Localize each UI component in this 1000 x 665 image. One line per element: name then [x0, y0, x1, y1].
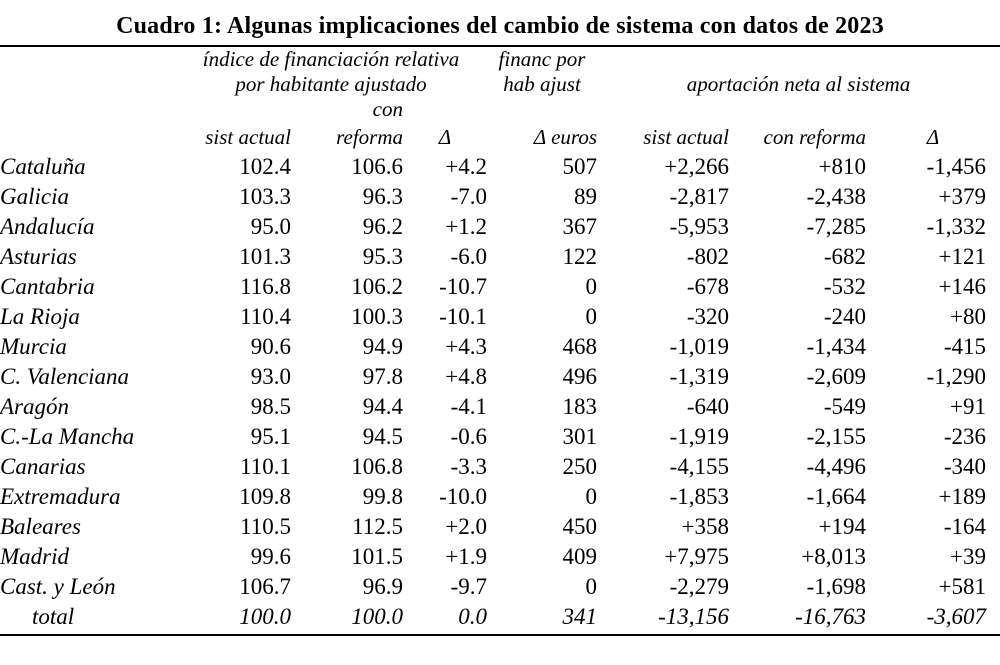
empty-header-cell [729, 97, 866, 122]
table-title: Cuadro 1: Algunas implicaciones del cambio de sistema con datos de 2023 [116, 13, 884, 39]
cell-delta-euros: 89 [574, 184, 597, 209]
cell-index-delta: +2.0 [445, 514, 487, 539]
cell-index-reforma: 106.8 [351, 454, 403, 479]
cell-aportacion-con-reforma: -240 [823, 304, 866, 329]
cell-aportacion-con-reforma: +810 [818, 154, 866, 179]
cell-aportacion-delta: -3,607 [926, 604, 986, 629]
cell-aportacion-delta: +146 [938, 274, 986, 299]
cell-index-reforma: 100.0 [351, 604, 403, 629]
cell-index-delta: +1.2 [445, 214, 487, 239]
cell-aportacion-sist-actual: -2,279 [669, 574, 729, 599]
table-row [0, 152, 1000, 182]
cell-aportacion-sist-actual: +7,975 [664, 544, 729, 569]
cell-index-sist-actual: 110.1 [240, 454, 291, 479]
region-name: Baleares [0, 514, 81, 539]
cell-index-sist-actual: 98.5 [250, 394, 291, 419]
cell-aportacion-sist-actual: -640 [686, 394, 729, 419]
cell-index-reforma: 94.9 [362, 334, 403, 359]
empty-header-cell [0, 122, 175, 152]
table-row [0, 422, 1000, 452]
cell-index-delta: -10.0 [439, 484, 487, 509]
cell-index-delta: +4.3 [445, 334, 487, 359]
cell-aportacion-delta: +91 [950, 394, 986, 419]
group-header-financing-index [175, 47, 487, 97]
cell-aportacion-con-reforma: -532 [823, 274, 866, 299]
group-header-line: financ por [498, 47, 586, 71]
cell-delta-euros: 250 [562, 454, 597, 479]
cell-aportacion-sist-actual: -1,319 [669, 364, 729, 389]
cell-aportacion-delta: +39 [950, 544, 986, 569]
cell-delta-euros: 409 [562, 544, 597, 569]
cell-index-sist-actual: 93.0 [250, 364, 291, 389]
region-name: La Rioja [0, 304, 80, 329]
table-row [0, 542, 1000, 572]
cell-index-delta: -10.7 [439, 274, 487, 299]
region-name: C. Valenciana [0, 364, 130, 389]
cell-index-delta: -4.1 [450, 394, 487, 419]
region-name: Murcia [0, 334, 67, 359]
cell-aportacion-con-reforma: -7,285 [806, 214, 866, 239]
table-header [0, 47, 1000, 152]
cell-delta-euros: 367 [562, 214, 597, 239]
cell-index-reforma: 100.3 [351, 304, 403, 329]
cell-index-sist-actual: 109.8 [239, 484, 291, 509]
cell-delta-euros: 450 [562, 514, 597, 539]
cell-delta-euros: 0 [585, 274, 597, 299]
group-header-row [0, 47, 1000, 97]
cell-index-delta: -3.3 [450, 454, 487, 479]
cell-aportacion-delta: +80 [950, 304, 986, 329]
cell-index-reforma: 106.6 [351, 154, 403, 179]
table-row [0, 302, 1000, 332]
subheader-row [0, 122, 1000, 152]
cell-aportacion-con-reforma: -1,664 [806, 484, 866, 509]
table-row [0, 272, 1000, 302]
cell-delta-euros: 301 [562, 424, 597, 449]
table-row [0, 212, 1000, 242]
cell-aportacion-sist-actual: -1,019 [669, 334, 729, 359]
cell-index-reforma: 94.5 [362, 424, 403, 449]
table-row [0, 512, 1000, 542]
cell-aportacion-sist-actual: -678 [686, 274, 729, 299]
cell-aportacion-delta: -340 [943, 454, 986, 479]
cell-index-reforma: 94.4 [362, 394, 403, 419]
cell-index-sist-actual: 110.4 [240, 304, 291, 329]
empty-header-cell [0, 97, 175, 122]
con-header-row [0, 97, 1000, 122]
region-name: Cantabria [0, 274, 95, 299]
cell-index-sist-actual: 95.0 [250, 214, 291, 239]
bottom-rule [0, 634, 1000, 636]
column-header-con-reforma: con reforma [763, 124, 866, 149]
cell-aportacion-sist-actual: -2,817 [669, 184, 729, 209]
empty-header-cell [0, 47, 175, 97]
group-header-line: índice de financiación relativa [202, 47, 460, 71]
cell-index-delta: -9.7 [450, 574, 487, 599]
table-row [0, 392, 1000, 422]
cell-aportacion-delta: -164 [943, 514, 986, 539]
cell-index-sist-actual: 116.8 [240, 274, 291, 299]
cell-aportacion-con-reforma: -2,609 [806, 364, 866, 389]
column-header-con: con [372, 97, 403, 121]
cell-aportacion-sist-actual: -802 [686, 244, 729, 269]
cell-aportacion-con-reforma: -1,434 [806, 334, 866, 359]
table-row [0, 452, 1000, 482]
cell-aportacion-sist-actual: +2,266 [664, 154, 729, 179]
region-name: Galicia [0, 184, 69, 209]
cell-delta-euros: 0 [585, 304, 597, 329]
cell-index-sist-actual: 99.6 [250, 544, 291, 569]
region-name: Andalucía [0, 214, 95, 239]
cell-index-reforma: 106.2 [351, 274, 403, 299]
cell-index-sist-actual: 100.0 [239, 604, 291, 629]
cell-index-reforma: 112.5 [352, 514, 403, 539]
cell-index-sist-actual: 103.3 [239, 184, 291, 209]
cell-index-sist-actual: 90.6 [250, 334, 291, 359]
empty-header-cell [597, 97, 729, 122]
cell-index-reforma: 95.3 [362, 244, 403, 269]
cell-index-sist-actual: 110.5 [240, 514, 291, 539]
region-name: total [32, 604, 75, 629]
cell-delta-euros: 496 [562, 364, 597, 389]
cell-aportacion-delta: -1,290 [926, 364, 986, 389]
data-table [0, 47, 1000, 632]
column-header-delta-1: Δ [438, 124, 452, 149]
column-header-sist-actual-2: sist actual [643, 124, 729, 149]
cell-aportacion-con-reforma: -682 [823, 244, 866, 269]
cell-delta-euros: 0 [585, 574, 597, 599]
group-header-line: por habitante ajustado [235, 72, 427, 96]
table-row [0, 602, 1000, 632]
region-name: C.-La Mancha [0, 424, 135, 449]
cell-delta-euros: 183 [562, 394, 597, 419]
cell-aportacion-sist-actual: -5,953 [669, 214, 729, 239]
cell-aportacion-con-reforma: -16,763 [795, 604, 866, 629]
group-header-net-contribution [597, 47, 1000, 97]
cell-aportacion-con-reforma: +8,013 [801, 544, 866, 569]
cell-aportacion-con-reforma: -2,155 [806, 424, 866, 449]
region-name: Cataluña [0, 154, 86, 179]
table-body [0, 152, 1000, 632]
empty-header-cell [403, 97, 487, 122]
table-row [0, 332, 1000, 362]
table-row [0, 482, 1000, 512]
cell-index-sist-actual: 101.3 [239, 244, 291, 269]
cell-aportacion-delta: +189 [938, 484, 986, 509]
cell-index-delta: -0.6 [450, 424, 487, 449]
cell-aportacion-sist-actual: -4,155 [669, 454, 729, 479]
cell-aportacion-con-reforma: +194 [818, 514, 866, 539]
cell-index-delta: +4.8 [445, 364, 487, 389]
cell-aportacion-sist-actual: -1,853 [669, 484, 729, 509]
region-name: Asturias [0, 244, 77, 269]
cell-aportacion-sist-actual: +358 [681, 514, 729, 539]
group-header-line: hab ajust [503, 72, 581, 96]
cell-aportacion-delta: -1,332 [926, 214, 986, 239]
cell-aportacion-con-reforma: -2,438 [806, 184, 866, 209]
cell-aportacion-delta: -1,456 [926, 154, 986, 179]
column-header-reforma: reforma [336, 124, 403, 149]
cell-index-reforma: 97.8 [362, 364, 403, 389]
cell-index-reforma: 99.8 [362, 484, 403, 509]
cell-aportacion-sist-actual: -320 [686, 304, 729, 329]
cell-index-reforma: 101.5 [351, 544, 403, 569]
cell-aportacion-delta: +121 [938, 244, 986, 269]
region-name: Cast. y León [0, 574, 116, 599]
cell-index-delta: +4.2 [445, 154, 487, 179]
cell-aportacion-delta: +379 [938, 184, 986, 209]
cell-index-delta: -6.0 [450, 244, 487, 269]
cell-aportacion-sist-actual: -13,156 [658, 604, 729, 629]
column-header-delta-euros: Δ euros [533, 124, 597, 149]
table-row [0, 572, 1000, 602]
cell-aportacion-con-reforma: -1,698 [806, 574, 866, 599]
empty-header-cell [175, 97, 291, 122]
cell-aportacion-sist-actual: -1,919 [669, 424, 729, 449]
group-header-financ-per-hab [487, 47, 597, 97]
region-name: Extremadura [0, 484, 121, 509]
empty-header-cell [487, 97, 597, 122]
column-header-delta-2: Δ [926, 124, 940, 149]
cell-index-reforma: 96.2 [362, 214, 403, 239]
cell-delta-euros: 122 [562, 244, 597, 269]
cell-delta-euros: 341 [562, 604, 597, 629]
region-name: Aragón [0, 394, 69, 419]
cell-aportacion-delta: -415 [943, 334, 986, 359]
cell-delta-euros: 0 [585, 484, 597, 509]
region-name: Madrid [0, 544, 69, 569]
column-header-sist-actual-1: sist actual [205, 124, 291, 149]
cell-index-delta: 0.0 [458, 604, 487, 629]
cell-index-sist-actual: 106.7 [239, 574, 291, 599]
cell-delta-euros: 507 [562, 154, 597, 179]
table-row [0, 242, 1000, 272]
cell-index-sist-actual: 95.1 [250, 424, 291, 449]
region-name: Canarias [0, 454, 86, 479]
cell-index-delta: +1.9 [445, 544, 487, 569]
cell-index-delta: -7.0 [450, 184, 487, 209]
empty-header-cell [866, 97, 1000, 122]
cell-index-sist-actual: 102.4 [239, 154, 291, 179]
table-row [0, 362, 1000, 392]
cell-aportacion-delta: -236 [943, 424, 986, 449]
cell-aportacion-delta: +581 [938, 574, 986, 599]
group-header-line: aportación neta al sistema [686, 72, 911, 96]
cell-index-reforma: 96.9 [362, 574, 403, 599]
table-row [0, 182, 1000, 212]
cell-aportacion-con-reforma: -549 [823, 394, 866, 419]
cell-aportacion-con-reforma: -4,496 [806, 454, 866, 479]
cell-index-delta: -10.1 [439, 304, 487, 329]
cell-delta-euros: 468 [562, 334, 597, 359]
cell-index-reforma: 96.3 [362, 184, 403, 209]
